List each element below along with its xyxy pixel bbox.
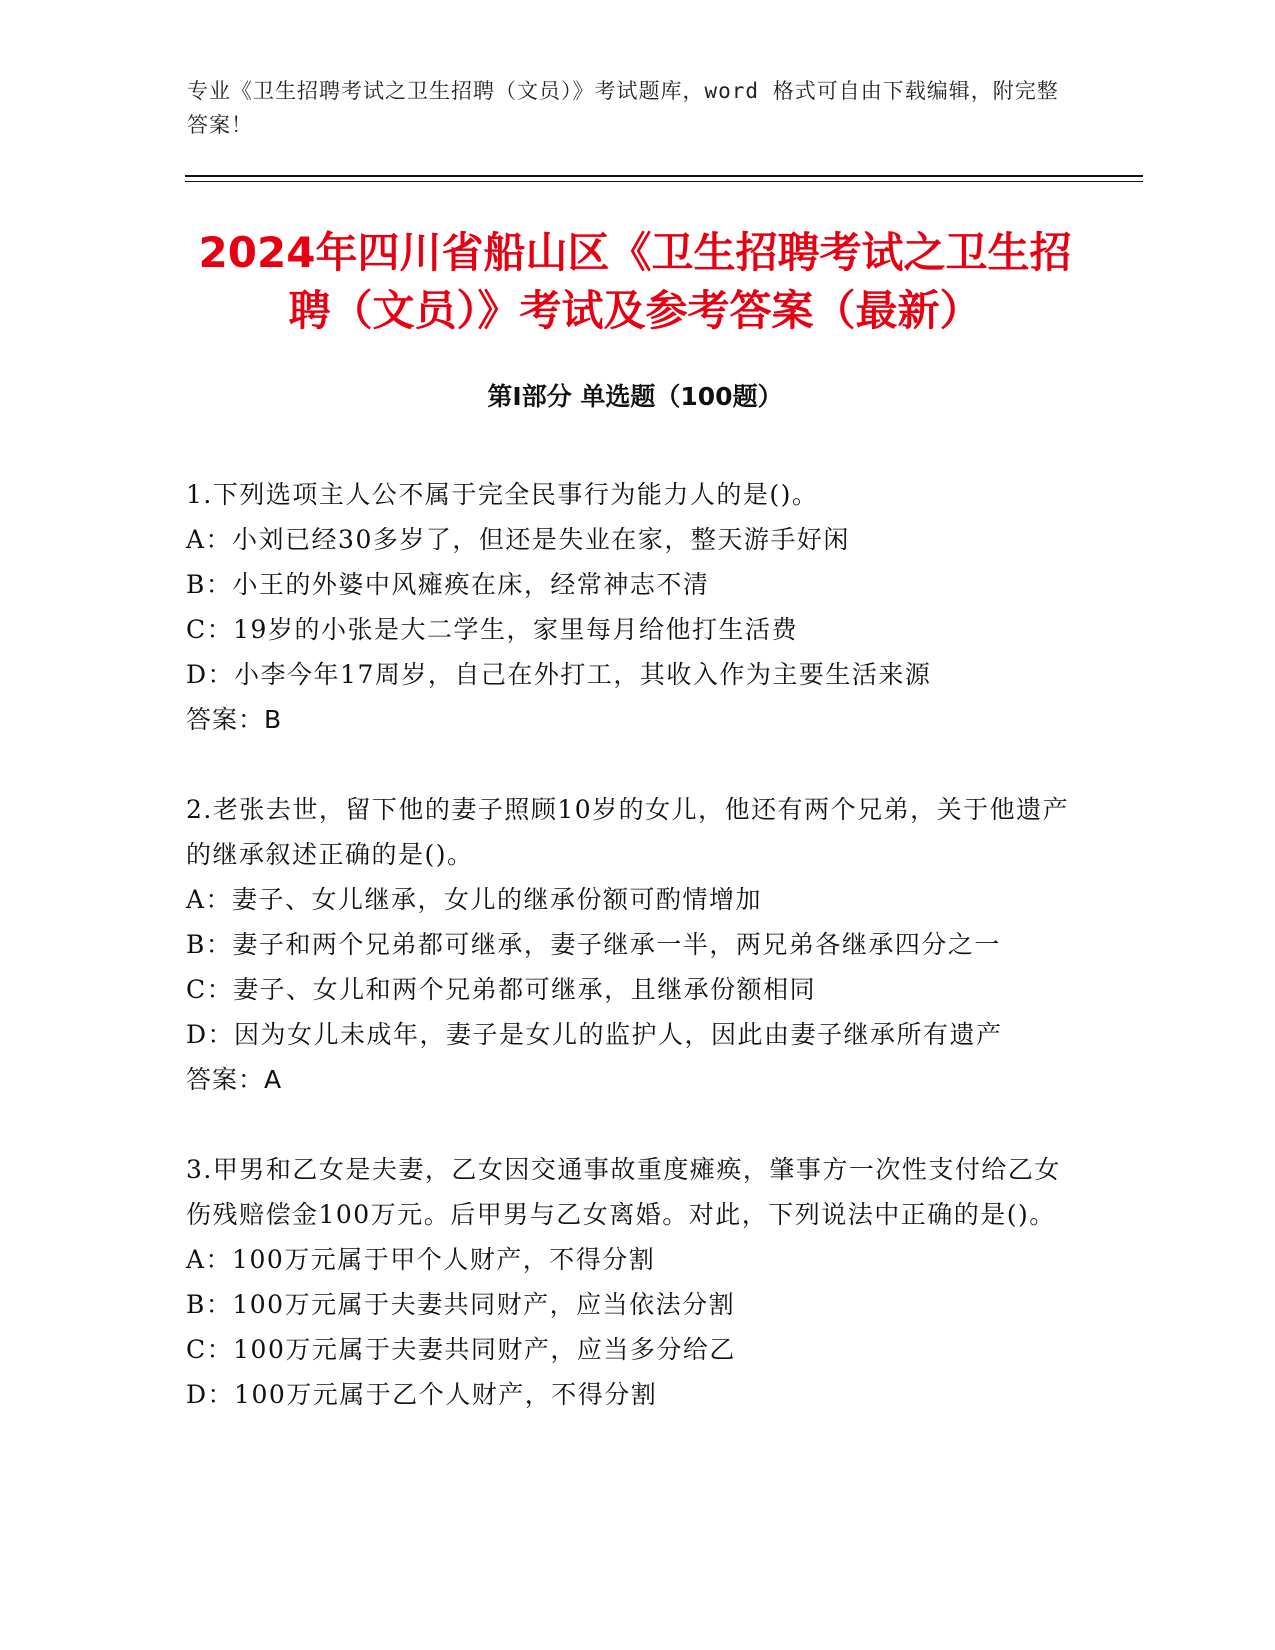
question-option-a: A：妻子、女儿继承，女儿的继承份额可酌情增加	[186, 885, 763, 914]
question-option-b: B：小王的外婆中风瘫痪在床，经常神志不清	[186, 570, 710, 599]
question-answer: 答案：B	[186, 705, 283, 734]
question-option-c: C：妻子、女儿和两个兄弟都可继承，且继承份额相同	[186, 975, 817, 1004]
question-option-a: A：小刘已经30多岁了，但还是失业在家，整天游手好闲	[186, 525, 850, 554]
question-option-c: C：100万元属于夫妻共同财产，应当多分给乙	[186, 1335, 736, 1364]
section-title: 第Ⅰ部分 单选题（100题）	[487, 382, 783, 411]
header-divider-thin	[185, 181, 1143, 182]
question-option-d: D：100万元属于乙个人财产，不得分割	[186, 1380, 658, 1409]
question-item	[186, 472, 1086, 742]
question-option-b: B：100万元属于夫妻共同财产，应当依法分割	[186, 1290, 736, 1319]
question-stem: 1.下列选项主人公不属于完全民事行为能力人的是()。	[186, 480, 819, 509]
question-answer: 答案：A	[186, 1065, 283, 1094]
question-list	[186, 472, 1086, 1462]
question-stem: 2.老张去世，留下他的妻子照顾10岁的女儿，他还有两个兄弟，关于他遗产的继承叙述正确的是()。	[186, 795, 1070, 869]
question-option-d: D：小李今年17周岁，自己在外打工，其收入作为主要生活来源	[186, 660, 932, 689]
question-stem: 3.甲男和乙女是夫妻，乙女因交通事故重度瘫痪，肇事方一次性支付给乙女伤残赔偿金100万元。后甲男与乙女离婚。对此，下列说法中正确的是()。	[186, 1155, 1061, 1229]
question-option-d: D：因为女儿未成年，妻子是女儿的监护人，因此由妻子继承所有遗产	[186, 1020, 1003, 1049]
question-option-b: B：妻子和两个兄弟都可继承，妻子继承一半，两兄弟各继承四分之一	[186, 930, 1001, 959]
header-divider-thick	[185, 175, 1143, 177]
question-item	[186, 787, 1086, 1102]
question-option-a: A：100万元属于甲个人财产，不得分割	[186, 1245, 656, 1274]
question-option-c: C：19岁的小张是大二学生，家里每月给他打生活费	[186, 615, 798, 644]
header-note: 专业《卫生招聘考试之卫生招聘（文员）》考试题库，word 格式可自由下载编辑，附完整答案！	[187, 79, 1059, 137]
question-item	[186, 1147, 1086, 1417]
document-title: 2024年四川省船山区《卫生招聘考试之卫生招聘（文员）》考试及参考答案（最新）	[198, 228, 1072, 335]
